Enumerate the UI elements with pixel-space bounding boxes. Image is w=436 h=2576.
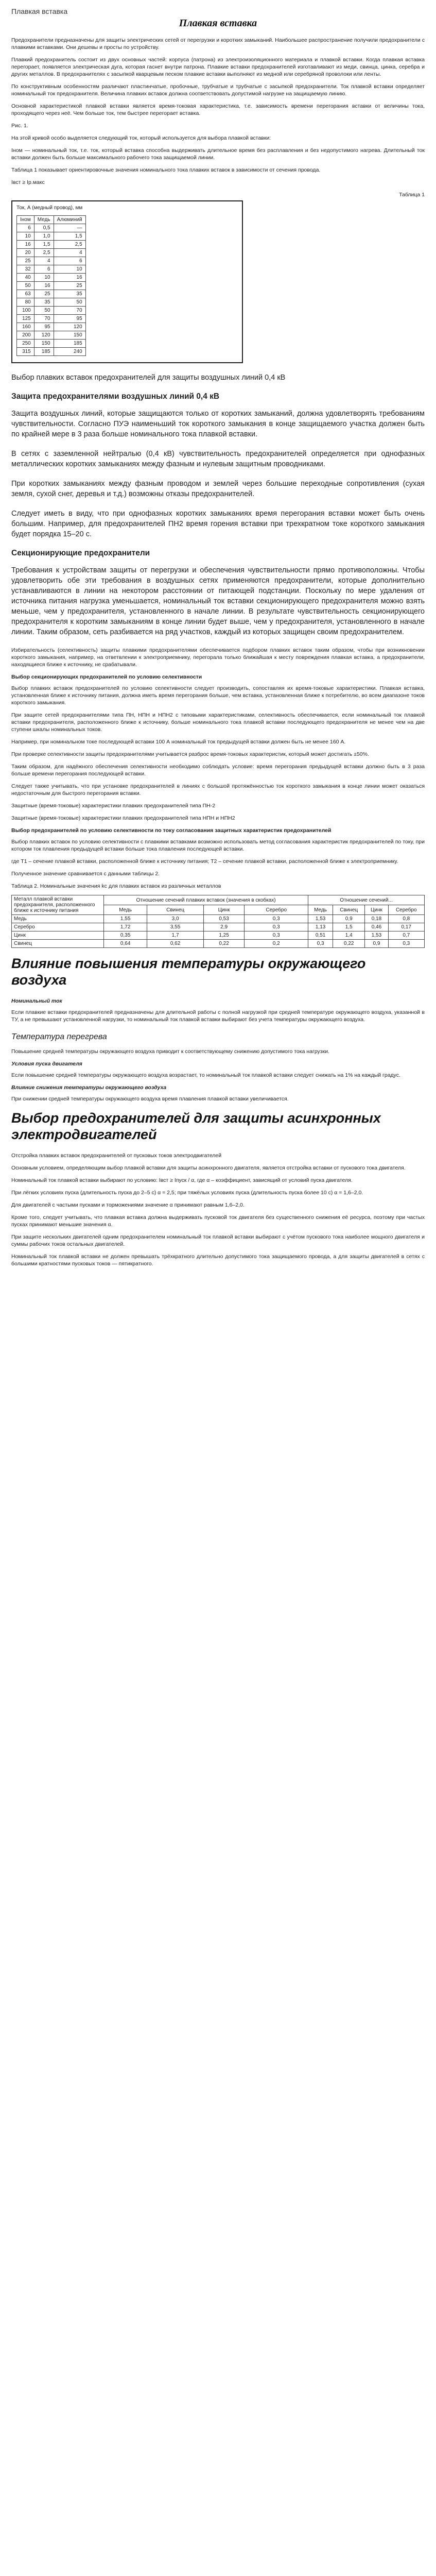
paragraph: Для двигателей с частыми пусками и торможениями значение α принимают равным 1,6–2,0. [11, 1202, 245, 1208]
paragraph: При проверке селективности защиты предохранителями учитывается разброс время-токовых характеристик, который может достигать ±50%. [11, 751, 369, 757]
table-cell: 1,5 [54, 232, 85, 241]
table-cell: 6 [17, 224, 34, 232]
table-cell: 0,9 [365, 940, 388, 948]
table-cell: 0,8 [388, 915, 424, 923]
subheading: Выбор предохранителей по условию селективности по току согласования защитных характеристик предохранителей [11, 827, 332, 834]
table-cell: 0,18 [365, 915, 388, 923]
table-caption: Ток, А (медный провод), мм [16, 205, 83, 211]
table-cell: 1,55 [104, 915, 147, 923]
paragraph: Iном — номинальный ток, т.е. ток, который вставка способна выдерживать длительное время без расплавления и без недопустимого нагрева. Длительный ток вставки должен быть больше максимального рабочего тока защищаемой линии. [11, 147, 425, 161]
table-row [12, 915, 425, 923]
table-cell: 25 [54, 282, 85, 290]
table-cell: 16 [17, 241, 34, 249]
table-cell: 40 [17, 274, 34, 282]
table-cell: Серебро [12, 923, 104, 931]
section-heading: Секционирующие предохранители [11, 549, 150, 557]
subheading: Влияние снижения температуры окружающего воздуха [11, 1084, 167, 1091]
paragraph: На этой кривой особо выделяется следующий ток, который используется для выбора плавкой вставки: [11, 135, 271, 141]
table-cell: 200 [17, 331, 34, 340]
paragraph: Таким образом, для надёжного обеспечения селективности необходимо соблюдать условие: время перегорания предыдущей вставки должно быть в 3 раза больше времени перегорания последующей вставки. [11, 764, 425, 777]
table-cell: 0,22 [333, 940, 365, 948]
table-row [12, 923, 425, 931]
column-header: Медь [308, 905, 333, 915]
table-cell: 70 [34, 315, 54, 323]
subheading: Номинальный ток [11, 998, 62, 1004]
table-cell: 50 [54, 298, 85, 307]
paragraph: Следует иметь в виду, что при однофазных коротких замыканиях время перегорания вставки может быть очень большим. Например, для предохранителей ПН2 время горения вставки при трехкратном токе короткого замыкания будет порядка 15–20 с. [11, 510, 425, 538]
figure-label: Рис. 1. [11, 123, 28, 129]
table-cell: 0,17 [388, 923, 424, 931]
table-cell: 4 [34, 257, 54, 265]
paragraph: Выбор плавких вставок предохранителей для защиты воздушных линий 0,4 кВ [11, 374, 286, 382]
table-cell: 1,53 [308, 915, 333, 923]
table-cell: 70 [54, 307, 85, 315]
table-cell: 1,7 [147, 931, 204, 940]
paragraph: Если плавкие вставки предохранителей предназначены для длительной работы с полной нагрузкой при средней температуре окружающего воздуха, указанной в ТУ, а не превышают установленной нагрузки, то номинальный ток плавкой вставки выбирают без учета температуры окружающего воздуха. [11, 1009, 425, 1023]
paragraph: При защите нескольких двигателей одним предохранителем номинальный ток плавкой вставки выбирают с учётом пускового тока наиболее мощного двигателя и суммы рабочих токов остальных двигателей. [11, 1234, 425, 1247]
table-cell: 0,22 [203, 940, 244, 948]
table-cell: 1,5 [333, 923, 365, 931]
paragraph: При коротких замыканиях между фазным проводом и землей через большие переходные сопротивления (сухая земля, сухой снег, деревья и т.д.) возможны отказы предохранителей. [11, 480, 425, 498]
table-cell: 185 [54, 340, 85, 348]
table-cell: Медь [12, 915, 104, 923]
table-cell: 250 [17, 340, 34, 348]
table-cell: 0,46 [365, 923, 388, 931]
column-header: Цинк [203, 905, 244, 915]
table-cell: 240 [54, 348, 85, 356]
table-row [12, 931, 425, 940]
table-row [17, 315, 86, 323]
table-cell: 95 [34, 323, 54, 331]
column-header: Свинец [333, 905, 365, 915]
paragraph: Номинальный ток плавкой вставки не должен превышать трёхкратного длительно допустимого тока защищаемого провода, а для защиты двигателей в сетях с большими кратностями пусковых токов — пятикратного. [11, 1253, 425, 1267]
table-cell: 1,25 [203, 931, 244, 940]
table-cell: 50 [17, 282, 34, 290]
table-cell: 80 [17, 298, 34, 307]
table-caption: Таблица 1 [399, 192, 425, 198]
paragraph: При лёгких условиях пуска (длительность пуска до 2–5 с) α = 2,5; при тяжёлых условиях пуска (длительность пуска более 10 с) α = 1,6–2,0. [11, 1190, 363, 1196]
section-heading: Выбор предохранителей для защиты асинхронных электродвигателей [11, 1110, 381, 1142]
table-cell: 16 [54, 274, 85, 282]
paragraph: Выбор плавких вставок по условию селективности с плавкими вставками возможно использовать метод согласования характеристик предохранителей по току, при котором ток плавления предыдущей вставки больше тока плавления последующей вставки. [11, 839, 425, 852]
paragraph: Отстройка плавких вставок предохранителей от пусковых токов электродвигателей [11, 1153, 222, 1159]
table-row [17, 307, 86, 315]
table-cell: 0,2 [245, 940, 308, 948]
section-heading: Защита предохранителями воздушных линий 0,4 кВ [11, 392, 220, 401]
table-row [17, 331, 86, 340]
subheading: Условия пуска двигателя [11, 1061, 82, 1067]
paragraph: Например, при номинальном токе последующей вставки 100 А номинальный ток предыдущей вставки должен быть не менее 160 А. [11, 739, 346, 745]
table-cell: 0,3 [245, 923, 308, 931]
paragraph: Основной характеристикой плавкой вставки является время-токовая характеристика, т.е. зависимость времени перегорания вставки от величины тока, проходящего через неё. Чем больше ток, тем быстрее перегорает вставка. [11, 103, 425, 116]
table-cell: 0,35 [104, 931, 147, 940]
table-cell: 125 [17, 315, 34, 323]
paragraph: Таблица 1 показывает ориентировочные значения номинального тока плавких вставок в зависимости от сечения провода. [11, 167, 321, 173]
table-cell: 16 [34, 282, 54, 290]
table-cell: 0,62 [147, 940, 204, 948]
table-cell: 25 [34, 290, 54, 298]
table-cell: 10 [54, 265, 85, 274]
table-cell: 0,53 [203, 915, 244, 923]
table-cell: 315 [17, 348, 34, 356]
paragraph: Если повышение средней температуры окружающего воздуха возрастает, то номинальный ток плавкой вставки следует снижать на 1% на каждый градус. [11, 1072, 400, 1078]
table-cell: 0,3 [245, 931, 308, 940]
table-cell: 2,9 [203, 923, 244, 931]
table-row [17, 282, 86, 290]
table-cell: 120 [54, 323, 85, 331]
column-header: Отношение сечений плавких вставок (значения в скобках) [104, 895, 308, 905]
metals-table [11, 895, 425, 948]
table-cell: 3,55 [147, 923, 204, 931]
table-row [17, 265, 86, 274]
paragraph: Предохранители предназначены для защиты электрических сетей от перегрузки и коротких замыканий. Наибольшее распространение получили предохранители с плавкими вставками. Они дешевы и просты по устройству. [11, 37, 425, 50]
column-header: Iном [17, 216, 34, 224]
table-cell: 160 [17, 323, 34, 331]
table-cell: 0,3 [245, 915, 308, 923]
paragraph: По конструктивным особенностям различают пластинчатые, пробочные, трубчатые и трубчатые с засыпкой предохранители. Ток плавкой вставки определяет номинальный ток предохранителя. Величина плавких вставок должна соответствовать допустимой нагрузке на защищаемую линию. [11, 83, 425, 97]
table-cell: 10 [34, 274, 54, 282]
breadcrumb: Плавкая вставка [11, 7, 68, 15]
table-cell: 150 [34, 340, 54, 348]
figure-caption: Защитные (время-токовые) характеристики плавких предохранителей типа ПН-2 [11, 803, 216, 809]
table-cell: Цинк [12, 931, 104, 940]
table-cell: 0,3 [308, 940, 333, 948]
table-cell: 0,64 [104, 940, 147, 948]
table-cell: 6 [54, 257, 85, 265]
table-row [17, 249, 86, 257]
subheading: Выбор секционирующих предохранителей по условию селективности [11, 674, 202, 680]
table-cell: 63 [17, 290, 34, 298]
table-cell: 25 [17, 257, 34, 265]
paragraph: Основным условием, определяющим выбор плавкой вставки для защиты асинхронного двигателя, является отстройка вставки от пускового тока двигателя. [11, 1165, 406, 1171]
table-row [12, 940, 425, 948]
paragraph: Требования к устройствам защиты от перегрузки и обеспечения чувствительности прямо противоположны. Чтобы удовлетворить обе эти требования в воздушных сетях применяются предохранители, которые дополнительно устанавливаются в линии на некотором расстоянии от питающей подстанции. Поскольку по мере удаления от источника питания нагрузка уменьшается, номинальный ток вставки секционирующего предохранителя можно взять меньше, чем у предохранителя, установленного в начале линии. В результате чувствительность секционирующего предохранителя к коротким замыканиям в конце линии будет выше, чем у предохранителя, установленного в начале линии. Таким образом, сеть разбивается на ряд участков, каждый из которых защищен своим предохранителем. [11, 566, 425, 636]
fuse-table-frame [11, 200, 243, 363]
section-heading: Влияние повышения температуры окружающего воздуха [11, 956, 366, 988]
table-cell: 20 [17, 249, 34, 257]
table-cell: 50 [34, 307, 54, 315]
table-cell: 0,51 [308, 931, 333, 940]
table-cell: 35 [34, 298, 54, 307]
table-cell: 2,5 [34, 249, 54, 257]
table-cell: 2,5 [54, 241, 85, 249]
table-cell: 185 [34, 348, 54, 356]
table-row [17, 348, 86, 356]
table-cell: 4 [54, 249, 85, 257]
column-header: Алюминий [54, 216, 85, 224]
table-cell: 1,72 [104, 923, 147, 931]
paragraph: Плавкий предохранитель состоит из двух основных частей: корпуса (патрона) из электроизоляционного материала и плавкой вставки. Когда плавкая вставка перегорает, появляется электрическая дуга, которая гаснет внутри патрона. Плавкие вставки предохранителей изготавливают из меди, свинца, цинка, серебра и других металлов. В предохранителях с засыпкой кварцевым песком плавкие вставки выполняют из медной или серебряной проволоки или ленты. [11, 57, 425, 77]
table-cell: 0,5 [34, 224, 54, 232]
paragraph: Защита воздушных линий, которые защищаются только от коротких замыканий, должна удовлетворять требованиям чувствительности. Согласно ПУЭ наименьший ток короткого замыкания в конце защищаемого участка должен быть по крайней мере в 3 раза больше номинального тока плавкой вставки. [11, 410, 425, 438]
paragraph: Выбор плавких вставок предохранителей по условию селективности следует производить, сопоставляя их время-токовые характеристики. Плавкая вставка, установленная ближе к источнику питания, должна иметь время перегорания больше, чем вставка, установленная ближе к потребителю, во всем диапазоне токов короткого замыкания. [11, 685, 425, 706]
paragraph: В сетях с заземленной нейтралью (0,4 кВ) чувствительность предохранителей определяется при однофазных металлических коротких замыканиях между фазным и нулевым защитным проводниками. [11, 450, 425, 468]
table-cell: 6 [34, 265, 54, 274]
table-cell: 1,5 [34, 241, 54, 249]
table-row [17, 298, 86, 307]
table-row [17, 274, 86, 282]
table-cell: 32 [17, 265, 34, 274]
table-cell: 1,4 [333, 931, 365, 940]
table-cell: — [54, 224, 85, 232]
table-row [17, 323, 86, 331]
table-cell: 10 [17, 232, 34, 241]
table-cell: 35 [54, 290, 85, 298]
column-header: Отношение сечений... [308, 895, 425, 905]
subheading: Температура перегрева [11, 1032, 107, 1041]
column-header: Серебро [245, 905, 308, 915]
table-cell: 1,53 [365, 931, 388, 940]
column-header: Цинк [365, 905, 388, 915]
figure-caption: Защитные (время-токовые) характеристики плавких предохранителей типа НПН и НПН2 [11, 815, 235, 821]
paragraph: При снижении средней температуры окружающего воздуха время плавления плавкой вставки увеличивается. [11, 1096, 289, 1102]
table-row [17, 232, 86, 241]
table-cell: Свинец [12, 940, 104, 948]
table-row [17, 290, 86, 298]
table-cell: 95 [54, 315, 85, 323]
paragraph: Повышение средней температуры окружающего воздуха приводит к соответствующему снижению допустимого тока нагрузки. [11, 1048, 329, 1055]
table-cell: 0,3 [388, 940, 424, 948]
column-header: Серебро [388, 905, 424, 915]
paragraph: Таблица 2. Номинальные значения kс для плавких вставок из различных металлов [11, 883, 221, 889]
column-header: Медь [34, 216, 54, 224]
table-row [17, 257, 86, 265]
paragraph: При защите сетей предохранителями типа ПН, НПН и НПН2 с типовыми характеристиками, селективность обеспечивается, если номинальный ток плавкой вставки предохранителя, расположенного ближе к источнику, больше номинального тока плавкой вставки последующего предохранителя не менее чем на две ступени шкалы номинальных токов. [11, 712, 425, 733]
table-cell: 120 [34, 331, 54, 340]
paragraph: Номинальный ток плавкой вставки выбирают по условию: Iвст ≥ Iпуск / α, где α – коэффициент, зависящий от условий пуска двигателя. [11, 1177, 353, 1183]
paragraph: Избирательность (селективность) защиты плавкими предохранителями обеспечивается подбором плавких вставок таким образом, чтобы при возникновении короткого замыкания, например, на ответвлении к электроприемнику, перегорала только ближайшая к месту повреждения плавкая вставка, а предохранители, находящиеся ближе к источнику, не срабатывали. [11, 647, 425, 668]
paragraph: Полученное значение сравнивается с данными таблицы 2. [11, 871, 160, 877]
table-row [17, 224, 86, 232]
table-cell: 100 [17, 307, 34, 315]
column-header: Медь [104, 905, 147, 915]
table-cell: 1,0 [34, 232, 54, 241]
table-cell: 3,0 [147, 915, 204, 923]
paragraph: Следует также учитывать, что при установке предохранителей в линиях с большой протяжённостью ток короткого замыкания в конце линии может оказаться недостаточным для быстрого перегорания вставки. [11, 783, 425, 796]
paragraph: где Т1 – сечение плавкой вставки, расположенной ближе к источнику питания; Т2 – сечение плавкой вставки, расположенной ближе к электроприемнику. [11, 858, 398, 865]
fuse-table [16, 215, 86, 356]
table-row [17, 241, 86, 249]
column-header: Металл плавкой вставки предохранителя, расположенного ближе к источнику питания [12, 895, 104, 915]
table-row [17, 340, 86, 348]
paragraph: Кроме того, следует учитывать, что плавкая вставка должна выдерживать пусковой ток двигателя без существенного снижения её ресурса, поэтому при частых пусках принимают меньшие значения α. [11, 1214, 425, 1228]
table-cell: 150 [54, 331, 85, 340]
table-cell: 0,9 [333, 915, 365, 923]
column-header: Свинец [147, 905, 204, 915]
table-cell: 1,13 [308, 923, 333, 931]
formula: Iвст ≥ Iр.макс [11, 179, 45, 185]
table-cell: 0,7 [388, 931, 424, 940]
page-title: Плавкая вставка [179, 18, 257, 29]
